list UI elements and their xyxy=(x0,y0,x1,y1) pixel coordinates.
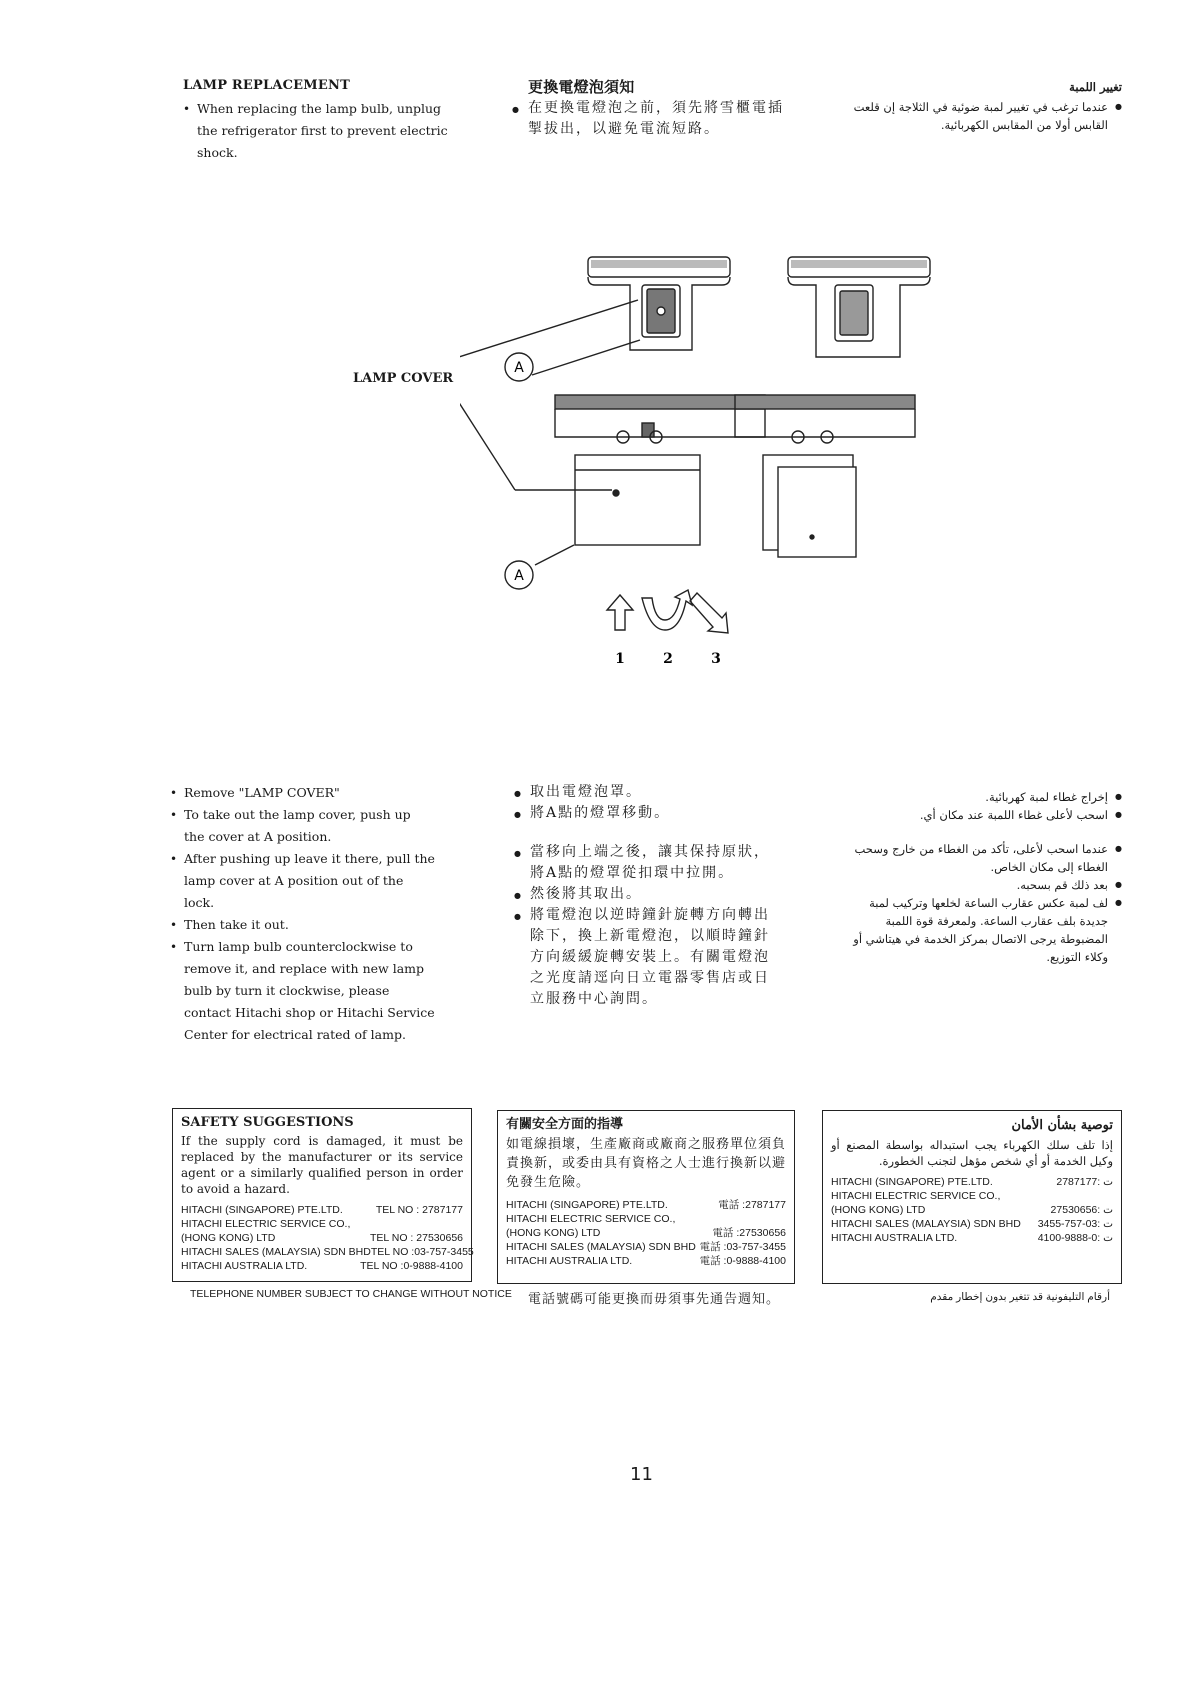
list-item: ● 取出電燈泡罩。 xyxy=(514,782,784,803)
list-item: ● 然後將其取出。 xyxy=(514,884,784,905)
contact-list-ar: HITACHI (SINGAPORE) PTE.LTD. ت :2787177 HITACHI ELECTRIC SERVICE CO., (HONG KONG) LTD ت :27530656 HITACHI SALES (MALAYSIA) SDN BHD ت :03-757-3455 HITACHI AUSTRALIA LTD. ت :0-9888-4100 xyxy=(831,1176,1113,1244)
safety-text-en: If the supply cord is damaged, it must be replaced by the manufacturer or its service agent or a similarly qualified person in order to avoid a hazard. xyxy=(181,1134,463,1196)
list-item: • After pushing up leave it there, pull the lamp cover at A position out of the lock. xyxy=(170,848,435,914)
list-item: ● 當移向上端之後，讓其保持原狀，將A點的燈罩從扣環中拉開。 xyxy=(514,842,784,884)
lamp-replacement-title: LAMP REPLACEMENT xyxy=(183,78,350,93)
safety-title-ar: توصية بشأن الأمان xyxy=(1011,1118,1113,1133)
lamp-cover-label: LAMP COVER xyxy=(353,371,454,386)
lamp-replacement-text-zh: ● 在更換電燈泡之前，須先將雪櫃電插掣拔出，以避免電流短路。 xyxy=(512,98,797,140)
telephone-notice-zh: 電話號碼可能更換而毋須事先通告週知。 xyxy=(528,1291,781,1306)
page-number: 11 xyxy=(630,1464,653,1485)
lamp-replacement-text: • When replacing the lamp bulb, unplug the refrigerator first to prevent electric shock. xyxy=(183,98,453,164)
lamp-replacement-title-zh: 更換電燈泡須知 xyxy=(528,78,635,96)
lamp-replacement-title-ar: تغيير اللمبة xyxy=(1069,80,1122,94)
lamp-housing-left xyxy=(588,257,730,350)
compartment-right xyxy=(735,395,915,557)
list-item: ● اسحب لأعلى غطاء اللمبة عند مكان أي. xyxy=(840,806,1122,824)
safety-box-zh xyxy=(497,1110,795,1284)
steps-list-ar xyxy=(840,788,1122,966)
list-item: • To take out the lamp cover, push up the cover at A position. xyxy=(170,804,435,848)
list-item: • Remove "LAMP COVER" xyxy=(170,782,435,804)
contact-list-zh: HITACHI (SINGAPORE) PTE.LTD. 電話 :2787177 HITACHI ELECTRIC SERVICE CO., (HONG KONG) LTD 電話 :27530656 HITACHI SALES (MALAYSIA) SDN BHD 電話 :03-757-3455 HITACHI AUSTRALIA LTD. 電話 :0-9888-4100 xyxy=(506,1199,786,1267)
safety-box-ar xyxy=(822,1110,1122,1284)
list-item: ● 將電燈泡以逆時鐘針旋轉方向轉出除下，換上新電燈泡，以順時鐘針方向緩緩旋轉安裝上。有關電燈泡之光度請逕向日立電器零售店或日立服務中心詢問。 xyxy=(514,905,784,1010)
safety-title-zh: 有關安全方面的指導 xyxy=(506,1117,624,1132)
telephone-notice-en: TELEPHONE NUMBER SUBJECT TO CHANGE WITHOUT NOTICE xyxy=(190,1288,512,1300)
safety-box-en xyxy=(172,1108,472,1282)
list-item: ● بعد ذلك قم بسحبه. xyxy=(840,876,1122,894)
compartment-left xyxy=(535,395,765,565)
list-item: ● لف لمبة عكس عقارب الساعة لخلعها وتركيب لمبة جديدة بلف عقارب الساعة. ولمعرفة قوة اللمبة المضبوطة يرجى الاتصال بمركز الخدمة في هيتاشي أو وكلاء التوزيع. xyxy=(840,894,1122,966)
list-item: ● إخراج غطاء لمبة كهربائية. xyxy=(840,788,1122,806)
lamp-diagram xyxy=(460,245,960,665)
step-number-2: 2 xyxy=(663,651,673,665)
telephone-notice-ar: أرقام التليفونية قد تتغير بدون إخطار مقدم xyxy=(930,1291,1110,1303)
point-a-top: A xyxy=(514,360,524,376)
list-item: • Then take it out. xyxy=(170,914,435,936)
steps-list-zh xyxy=(514,782,784,1010)
list-item: • Turn lamp bulb counterclockwise to remove it, and replace with new lamp bulb by turn it clockwise, please contact Hitachi shop or Hitachi Service Center for electrical rated of lamp. xyxy=(170,936,435,1046)
contact-list-en: HITACHI (SINGAPORE) PTE.LTD. TEL NO : 2787177 HITACHI ELECTRIC SERVICE CO., (HONG KONG) LTD TEL NO : 27530656 HITACHI SALES (MALAYSIA) SDN BHD TEL NO :03-757-3455 HITACHI AUSTRALIA LTD. TEL NO :0-9888-4100 xyxy=(181,1204,474,1272)
step-arrows xyxy=(607,590,728,633)
lamp-replacement-text-ar: ● عندما ترغب في تغيير لمبة ضوئية في الثلاجة إن قلعت القابس أولا من المقابس الكهربائية. xyxy=(830,98,1122,134)
point-a-bottom: A xyxy=(514,568,524,584)
list-item: ● عندما اسحب لأعلى، تأكد من الغطاء من خارج وسحب الغطاء إلى مكان الخاص. xyxy=(840,840,1122,876)
list-item: ● 將A點的燈罩移動。 xyxy=(514,803,784,824)
step-number-3: 3 xyxy=(711,651,721,665)
safety-title-en: SAFETY SUGGESTIONS xyxy=(181,1115,354,1130)
steps-list-en xyxy=(170,782,435,1046)
step-number-1: 1 xyxy=(615,651,625,665)
safety-text-zh: 如電線損壞，生產廠商或廠商之服務單位須負責換新，或委由具有資格之人士進行換新以避免發生危險。 xyxy=(506,1137,787,1190)
safety-text-ar: إذا تلف سلك الكهرباء يجب استبداله بواسطة المصنع أو وكيل الخدمة أو أي شخص مؤهل لتجنب الخطورة. xyxy=(831,1138,1113,1168)
lamp-housing-right xyxy=(788,257,930,357)
